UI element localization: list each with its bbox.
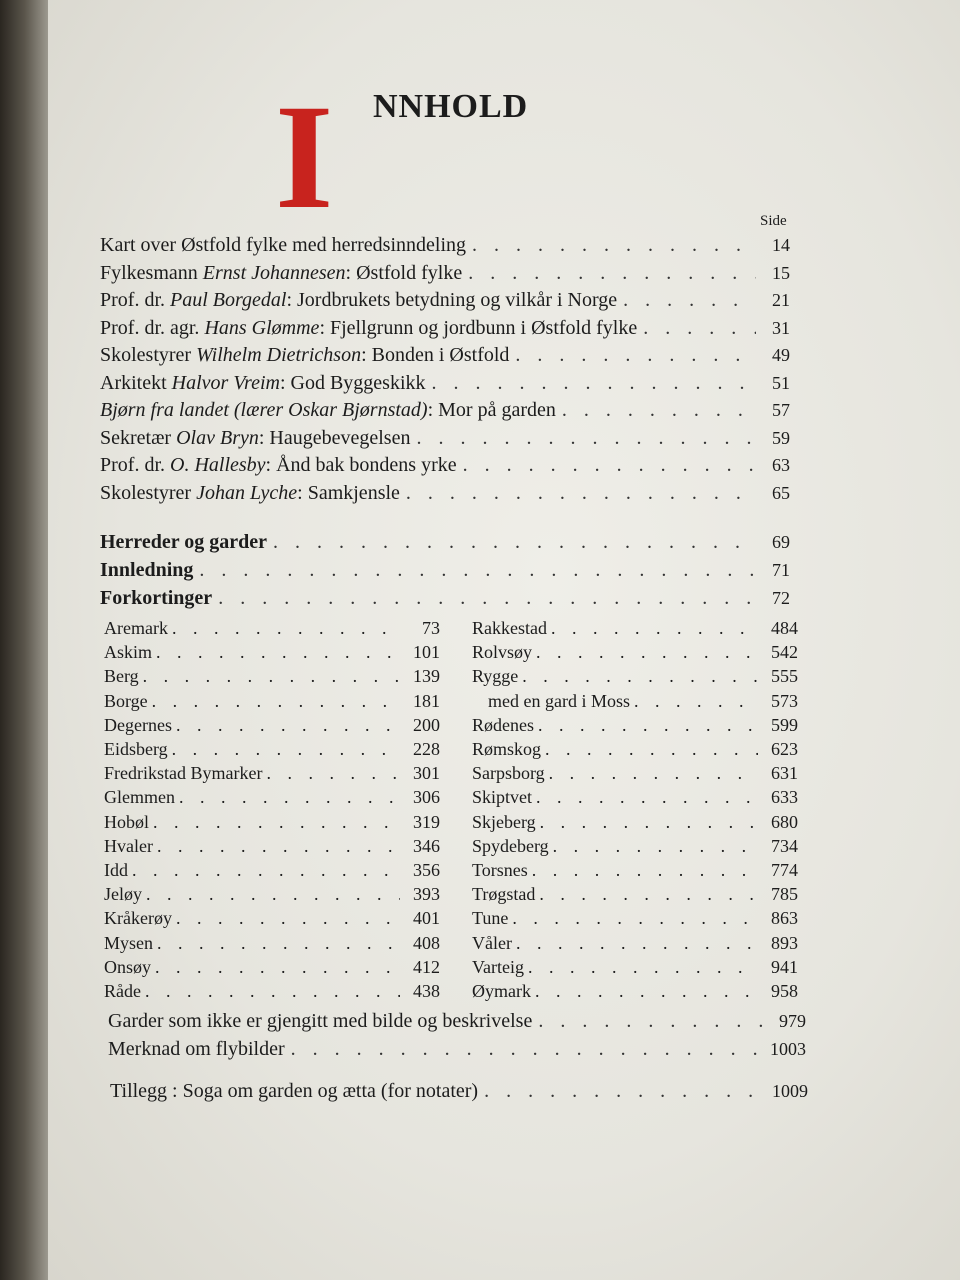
- leader-dots: [145, 981, 400, 1002]
- municipality-name: Fredrikstad Bymarker: [104, 763, 263, 784]
- municipality-name: Rødenes: [472, 714, 534, 735]
- appendix-label: Tillegg : Soga om garden og ætta (for notater): [110, 1080, 479, 1102]
- leader-dots: [539, 884, 758, 905]
- page-number: 306: [413, 787, 440, 808]
- page-number: 72: [772, 588, 790, 608]
- entry-author: Halvor Vreim: [171, 371, 280, 394]
- page-number: 356: [413, 860, 440, 880]
- toc-entry: [100, 399, 790, 425]
- title-initial-drop-cap: I: [275, 74, 334, 240]
- page-number: 734: [771, 835, 798, 856]
- entry-title: : Bonden i Østfold: [361, 344, 510, 366]
- municipality-name: Degernes: [104, 714, 172, 735]
- page-number: 73: [422, 618, 440, 638]
- toc-entry-label: [100, 344, 509, 367]
- municipality-name: Varteig: [472, 956, 524, 977]
- list-item: [104, 957, 440, 981]
- toc-section: [100, 559, 790, 585]
- municipality-name: Torsnes: [472, 860, 528, 880]
- leader-dots: [432, 372, 756, 395]
- entry-title: : Jordbrukets betydning og vilkår i Norge: [286, 289, 618, 311]
- list-item: [472, 812, 798, 836]
- municipality-name: Spydeberg: [472, 835, 549, 856]
- toc-section: [100, 587, 790, 613]
- municipality-name: Hobøl: [104, 811, 149, 832]
- page-number: 200: [413, 714, 440, 735]
- list-item: [104, 618, 440, 642]
- page-number: 1003: [770, 1039, 806, 1059]
- entry-title: : God Byggeskikk: [279, 371, 426, 394]
- list-item: [104, 812, 440, 836]
- page-number: 69: [772, 532, 790, 552]
- entry-prefix: Prof. dr.: [100, 454, 170, 476]
- municipality-name: Eidsberg: [104, 739, 168, 759]
- list-item: [472, 836, 798, 860]
- leader-dots: [179, 787, 400, 808]
- leader-dots: [416, 427, 756, 450]
- entry-prefix: Skolestyrer: [100, 481, 197, 504]
- municipality-name: Idd: [104, 860, 128, 880]
- toc-section: [100, 531, 790, 557]
- entry-prefix: Fylkesmann: [100, 261, 203, 284]
- leader-dots: [157, 933, 400, 954]
- municipality-name: Kråkerøy: [104, 908, 172, 929]
- municipality-name: med en gard i Moss: [488, 690, 630, 711]
- municipality-name: Askim: [104, 642, 153, 663]
- page-number: 101: [413, 642, 440, 663]
- leader-dots: [132, 860, 400, 881]
- leader-dots: [545, 739, 758, 760]
- list-item: [488, 691, 798, 715]
- leader-dots: [634, 691, 758, 712]
- toc-entry: [100, 317, 790, 343]
- leader-dots: [153, 812, 400, 833]
- municipality-name: Borge: [104, 690, 148, 711]
- leader-dots: [538, 1010, 772, 1033]
- entry-author: Paul Borgedal: [170, 289, 287, 311]
- leader-dots: [172, 739, 400, 760]
- page-number: 412: [413, 956, 440, 977]
- municipality-name: Rolvsøy: [472, 642, 533, 663]
- page-number: 49: [772, 345, 790, 365]
- leader-dots: [406, 482, 756, 505]
- toc-appendix: [110, 1080, 808, 1106]
- toc-entry-label: [100, 427, 410, 450]
- page-number: 893: [771, 932, 798, 953]
- list-item: [104, 666, 440, 690]
- page-number: 57: [772, 400, 790, 420]
- page-number: 15: [772, 262, 790, 283]
- page-number: 774: [771, 860, 798, 880]
- list-item: [104, 787, 440, 811]
- municipality-name: Onsøy: [104, 956, 152, 977]
- entry-prefix: Kart over Østfold fylke med herredsinndeling: [100, 234, 467, 256]
- leader-dots: [516, 933, 758, 954]
- list-item: [472, 933, 798, 957]
- leader-dots: [484, 1080, 766, 1103]
- leader-dots: [143, 666, 400, 687]
- page-number: 979: [779, 1011, 806, 1031]
- leader-dots: [463, 454, 756, 477]
- entry-title: : Mor på garden: [427, 399, 556, 421]
- entry-title: : Ånd bak bondens yrke: [265, 454, 457, 476]
- leader-dots: [536, 787, 758, 808]
- list-item: [472, 642, 798, 666]
- list-item: [472, 739, 798, 763]
- entry-prefix: Prof. dr.: [100, 289, 170, 311]
- leader-dots: [146, 884, 400, 905]
- municipality-name: Rømskog: [472, 739, 542, 759]
- municipality-name: Skjeberg: [472, 811, 536, 832]
- page-number: 346: [413, 835, 440, 856]
- leader-dots: [551, 618, 758, 639]
- entry-prefix: Skolestyrer: [100, 344, 197, 366]
- list-item: [104, 642, 440, 666]
- page-number: 542: [771, 642, 798, 663]
- page-number: 51: [772, 372, 790, 393]
- list-item: [472, 908, 798, 932]
- list-item: [104, 715, 440, 739]
- leader-dots: [515, 344, 756, 367]
- leader-dots: [540, 812, 758, 833]
- page-number: 633: [771, 787, 798, 808]
- leader-dots: [553, 836, 758, 857]
- municipality-name: Tune: [472, 908, 509, 929]
- list-item: [104, 933, 440, 957]
- list-item: [472, 618, 798, 642]
- toc-entry: [100, 427, 790, 453]
- leader-dots: [643, 317, 756, 340]
- list-item: [104, 691, 440, 715]
- entry-author: Hans Glømme: [204, 316, 320, 339]
- page-number: 301: [413, 763, 440, 784]
- municipality-name: Hvaler: [104, 835, 153, 856]
- toc-entry-label: [100, 372, 426, 395]
- leader-dots: [538, 715, 758, 736]
- toc-entry: [100, 454, 790, 480]
- list-item: [472, 957, 798, 981]
- leader-dots: [512, 908, 758, 929]
- list-item: [104, 981, 440, 1005]
- list-item: [104, 763, 440, 787]
- page-number: 941: [771, 956, 798, 977]
- entry-title: : Fjellgrunn og jordbunn i Østfold fylke: [319, 316, 638, 339]
- page-number: 438: [413, 981, 440, 1001]
- municipality-name: Råde: [104, 981, 141, 1001]
- page-number: 680: [771, 811, 798, 832]
- leader-dots: [549, 763, 758, 784]
- municipality-name: Glemmen: [104, 787, 175, 808]
- entry-author: O. Hallesby: [170, 454, 266, 476]
- title-text: NNHOLD: [373, 88, 529, 125]
- leader-dots: [152, 691, 400, 712]
- entry-author: Bjørn fra landet (lærer Oskar Bjørnstad): [100, 399, 428, 421]
- page-number: 65: [772, 482, 790, 503]
- list-item: [472, 884, 798, 908]
- leader-dots: [218, 587, 756, 610]
- page-number: 484: [771, 618, 798, 638]
- section-label: Herreder og garder: [100, 531, 267, 553]
- toc-entry-label: [100, 399, 556, 422]
- list-item: [104, 860, 440, 884]
- entry-prefix: Sekretær: [100, 426, 177, 449]
- page-number: 408: [413, 932, 440, 953]
- side-column-header: Side: [760, 213, 787, 229]
- toc-entry: [100, 482, 790, 508]
- toc-entry-label: [100, 482, 400, 505]
- toc-entry: [100, 234, 790, 260]
- toc-entry-label: [100, 262, 462, 285]
- page-number: 1009: [772, 1081, 808, 1101]
- page-number: 631: [771, 763, 798, 784]
- page-number: 228: [413, 739, 440, 759]
- toc-entry-label: [100, 289, 617, 312]
- leader-dots: [562, 399, 756, 422]
- leader-dots: [172, 618, 400, 639]
- list-item: [104, 739, 440, 763]
- entry-title: Merknad om flybilder: [108, 1038, 285, 1060]
- toc-entry: [100, 262, 790, 288]
- entry-title: : Østfold fylke: [345, 261, 463, 284]
- municipality-name: Trøgstad: [472, 884, 536, 905]
- entry-title: : Samkjensle: [297, 481, 400, 504]
- toc-entry: [108, 1038, 806, 1064]
- list-item: [104, 908, 440, 932]
- list-item: [472, 715, 798, 739]
- page-number: 31: [772, 317, 790, 338]
- municipality-name: Mysen: [104, 932, 153, 953]
- municipality-name: Sarpsborg: [472, 763, 545, 784]
- entry-author: Johan Lyche: [196, 481, 298, 504]
- list-item: [472, 666, 798, 690]
- entry-title: : Haugebevegelsen: [258, 426, 411, 449]
- municipality-name: Berg: [104, 666, 139, 687]
- toc-entry: [100, 372, 790, 398]
- municipality-name: Skiptvet: [472, 787, 533, 808]
- entry-author: Ernst Johannesen: [202, 261, 346, 284]
- municipality-name: Øymark: [472, 981, 531, 1001]
- page-number: 59: [772, 427, 790, 448]
- list-item: [472, 981, 798, 1005]
- entry-prefix: Arkitekt: [100, 371, 172, 394]
- leader-dots: [176, 908, 400, 929]
- page-number: 555: [771, 666, 798, 687]
- leader-dots: [623, 289, 756, 312]
- leader-dots: [291, 1038, 764, 1061]
- list-item: [104, 884, 440, 908]
- entry-author: Wilhelm Dietrichson: [196, 344, 362, 366]
- page-number: 785: [771, 884, 798, 905]
- municipality-name: Rakkestad: [472, 618, 547, 638]
- list-item: [472, 763, 798, 787]
- page-number: 319: [413, 811, 440, 832]
- toc-entry-label: [100, 317, 637, 340]
- page-number: 599: [771, 714, 798, 735]
- leader-dots: [468, 262, 756, 285]
- leader-dots: [535, 981, 758, 1002]
- page-number: 863: [771, 908, 798, 929]
- page-number: 623: [771, 739, 798, 759]
- page-number: 181: [413, 690, 440, 711]
- leader-dots: [472, 234, 756, 257]
- list-item: [104, 836, 440, 860]
- page-number: 14: [772, 235, 790, 255]
- list-item: [472, 860, 798, 884]
- page-number: 393: [413, 884, 440, 905]
- leader-dots: [273, 531, 756, 554]
- list-item: [472, 787, 798, 811]
- toc-entry-label: [100, 454, 457, 477]
- page-number: 573: [771, 690, 798, 711]
- leader-dots: [528, 957, 758, 978]
- municipality-name: Våler: [472, 932, 512, 953]
- entry-prefix: Prof. dr. agr.: [100, 316, 205, 339]
- municipality-name: Rygge: [472, 666, 519, 687]
- page-number: 958: [771, 981, 798, 1001]
- section-label: Innledning: [100, 559, 194, 581]
- page-number: 21: [772, 290, 790, 310]
- page-number: 71: [772, 560, 790, 580]
- leader-dots: [157, 836, 400, 857]
- leader-dots: [536, 642, 758, 663]
- leader-dots: [532, 860, 758, 881]
- page-number: 139: [413, 666, 440, 687]
- leader-dots: [155, 957, 400, 978]
- toc-entry-label: [100, 234, 466, 257]
- section-label: Forkortinger: [100, 587, 213, 609]
- leader-dots: [522, 666, 758, 687]
- leader-dots: [199, 559, 756, 582]
- entry-title: Garder som ikke er gjengitt med bilde og beskrivelse: [108, 1010, 533, 1032]
- leader-dots: [176, 715, 400, 736]
- leader-dots: [156, 642, 400, 663]
- page-title: [275, 74, 575, 240]
- page-number: 63: [772, 455, 790, 475]
- page-number: 401: [413, 908, 440, 929]
- municipality-name: Aremark: [104, 618, 168, 638]
- toc-entry: [100, 344, 790, 370]
- municipality-name: Jeløy: [104, 884, 142, 905]
- entry-author: Olav Bryn: [176, 426, 259, 449]
- toc-entry: [108, 1010, 806, 1036]
- toc-entry: [100, 289, 790, 315]
- leader-dots: [266, 763, 400, 784]
